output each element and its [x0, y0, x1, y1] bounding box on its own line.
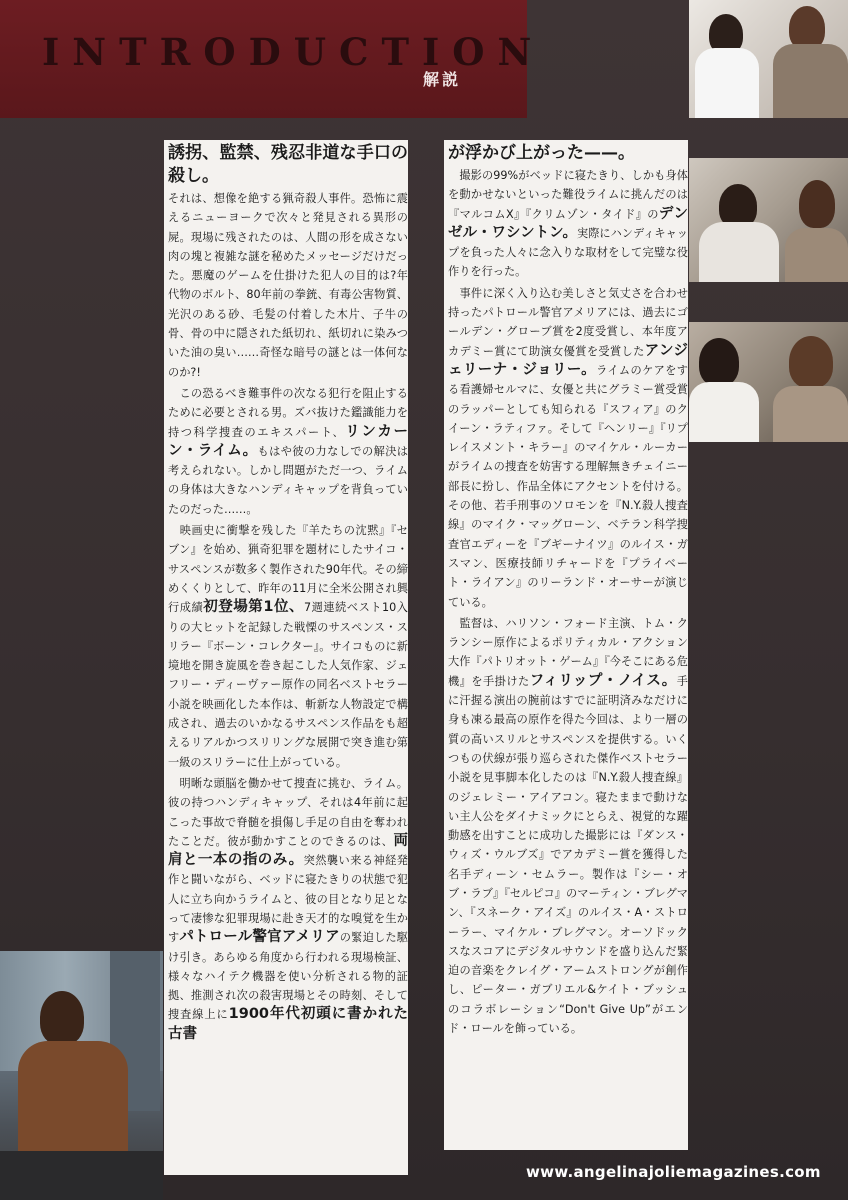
photo-hospital-scene-3 [689, 322, 848, 442]
photo-hospital-scene-2 [689, 158, 848, 282]
paragraph: 明晰な頭脳を働かせて捜査に挑む、ライム。彼の持つハンディキャップ、それは4年前に起こった事故で脊髄を損傷し手足の自由を奪われたことだ。彼が動かすことのできるのは、両肩と一本の指のみ。突然襲い来る神経発作と闘いながら、ベッドに寝たきりの状態で犯人に立ち向かうライムと、彼の目となり足となって凄惨な犯罪現場に赴き天才的な嗅覚を生かすパトロール警官アメリアの緊迫した駆け引き。あらゆる角度から行われる現場検証、様々なハイテク機器を使い分析される物的証拠、推測され次の殺害現場とその時刻、そして捜査線上に1900年代初頭に書かれた古書 [168, 776, 408, 1042]
lead-heading-left: 誘拐、監禁、残忍非道な手口の殺し。 [168, 143, 408, 186]
highlight-name: リンカーン・ライム。 [168, 423, 408, 459]
highlight-name: デンゼル・ワシントン。 [448, 205, 689, 241]
header-band [0, 0, 545, 118]
watermark: www.angelinajoliemagazines.com [526, 1163, 821, 1181]
paragraph: この恐るべき難事件の次なる犯行を阻止するために必要とされる男。ズバ抜けた鑑識能力を持つ科学捜査のエキスパート、リンカーン・ライム。もはや彼の力なしでの解決は考えられない。しかし問題がただ一つ、ライムの身体は大きなハンディキャップを背負っていたのだった……。 [168, 386, 408, 516]
page-title: INTRODUCTION [42, 30, 545, 74]
text-column-left [164, 140, 408, 1175]
highlight-name: アンジェリーナ・ジョリー。 [448, 342, 688, 378]
lead-heading-right: が浮かび上がった——。 [448, 143, 635, 163]
photo-woman-on-phone [0, 951, 163, 1200]
paragraph: 監督は、ハリソン・フォード主演、トム・クランシー原作によるポリティカル・アクション大作『パトリオット・ゲーム』『今そこにある危機』を手掛けたフィリップ・ノイス。手に汗握る演出の腕前はすでに証明済みなだけに身も凍る最高の原作を得た今回は、より一層の質の高いスリルとサスペンスを提供する。いくつもの伏線が張り巡らされた傑作ベストセラー小説を見事脚本化したのは『N.Y.殺人捜査線』のジェレミー・アイアコン。寝たままで動けない主人公をダイナミックにとらえ、視覚的な躍動感を出すことに成功した撮影には『ダンス・ウィズ・ウルブズ』でアカデミー賞を獲得した名手ディーン・セムラー。製作は『シー・オブ・ラブ』『セルピコ』のマーティン・ブレグマン、『スネーク・アイズ』のルイス・A・ストローラー、マイケル・ブレグマン。オーソドックスなスコアにデジタルサウンドを盛り込んだ緊迫の音楽をクレイグ・アームストロングが創作し、ピーター・ガブリエル&ケイト・ブッシュのコラボレーション“Don't Give Up”がエンド・ロールを飾っている。 [448, 616, 688, 1036]
highlight-text: 両肩と一本の指のみ。 [168, 832, 408, 869]
highlight-name: フィリップ・ノイス。 [529, 672, 677, 689]
paragraph: 撮影の99%がベッドに寝たきり、しかも身体を動かせないといった難役ライムに挑んだのは『マルコムX』『クリムゾン・タイド』のデンゼル・ワシントン。実際にハンディキャップを負った人々に念入りな取材をして完璧な役作りを行った。 [448, 169, 689, 279]
paragraph: 映画史に衝撃を残した『羊たちの沈黙』『セブン』を始め、猟奇犯罪を題材にしたサイコ・サスペンスが数多く製作された90年代。その締めくくりとして、昨年の11月に全米公開され興行成績初登場第1位、7週連続ベスト10入りの大ヒットを記録した戦慄のサスペンス・スリラー『ボーン・コレクター』。サイコものに新境地を開き旋風を巻き起こした人気作家、ジェフリー・ディーヴァー原作の同名ベストセラー小説を映画化した本作は、斬新な人物設定で構成され、過去のいかなるサスペンス作品をも超えるリアルかつスリリングな展開で突き進む第一級のスリラーに仕上がっている。 [168, 524, 408, 769]
paragraph: それは、想像を絶する猟奇殺人事件。恐怖に震えるニューヨークで次々と発見される異形の屍。現場に残されたのは、人間の形を成さない肉の塊と複雑な謎を秘めたメッセージだけだった。悪魔のゲームを仕掛けた犯人の目的は?年代物のボルト、80年前の拳銃、有毒公害物質、光沢のある砂、毛髪の付着した木片、子牛の骨、骨の中に隠された紙切れ、紙切れに染みついた油の臭い……奇怪な暗号の謎とは一体何なのか?! [168, 192, 408, 379]
text-column-right [444, 140, 688, 1150]
highlight-text: 初登場第1位、 [203, 599, 305, 616]
page-subtitle: 解説 [423, 70, 462, 89]
paragraph: 事件に深く入り込む美しさと気丈さを合わせ持ったパトロール警官アメリアには、過去にゴールデン・グローブ賞を2度受賞し、本年度アカデミー賞にて助演女優賞を受賞したアンジェリーナ・ジョリー。ライムのケアをする看護婦セルマに、女優と共にグラミー賞受賞のラッパーとしても知られる『スフィア』のクイーン・ラティファ。そして『ヘンリー』『リプレイスメント・キラー』のマイケル・ルーカーがライムの捜査を妨害する理解無きチェイニー部長に扮し、作品全体にアクセントを付ける。その他、若手刑事のソロモンを『N.Y.殺人捜査線』のマイク・マッグローン、ベテラン科学捜査官エディーを『ブギーナイツ』のルイス・ガスマン、医療技師リチャードを『プライベート・ライアン』のリーランド・オーサーが演じている。 [448, 286, 688, 609]
highlight-text: 1900年代初頭に書かれた古書 [168, 1006, 408, 1042]
highlight-name: パトロール警官アメリア [179, 929, 340, 946]
photo-hospital-scene-1 [689, 0, 848, 118]
